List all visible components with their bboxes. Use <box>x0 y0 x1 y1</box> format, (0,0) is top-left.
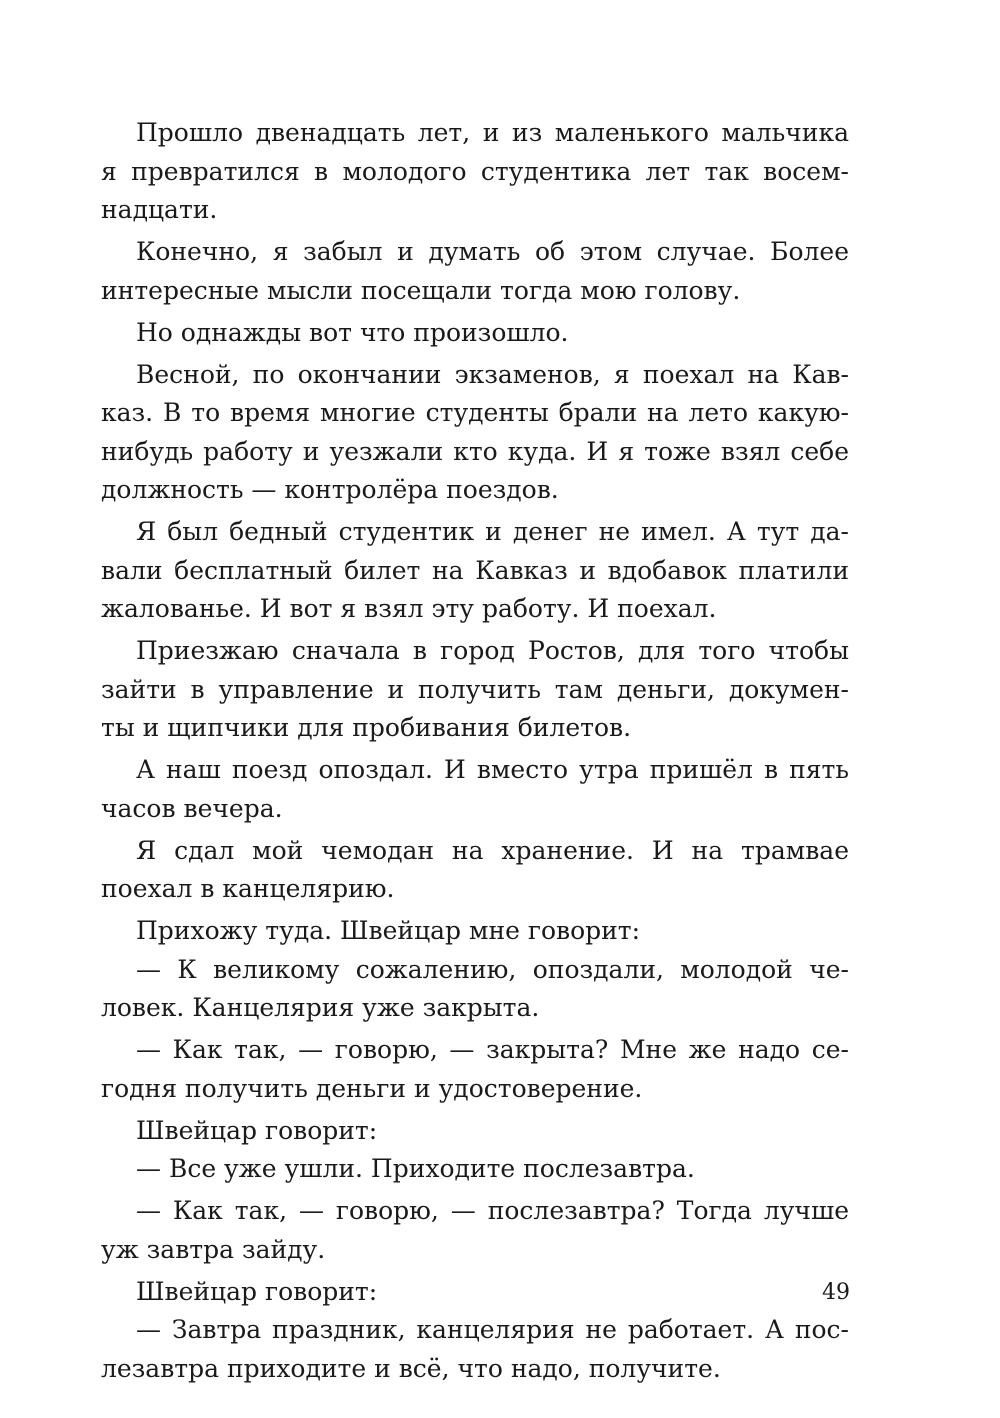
text-line: надцати. <box>101 195 218 224</box>
text-line: должность — контролёра поездов. <box>101 475 559 504</box>
text-line: я превратился в молодого студентика лет так восем- <box>101 156 849 186</box>
text-line: Приезжаю сначала в город Ростов, для того чтобы <box>136 636 849 665</box>
text-line: уж завтра зайду. <box>101 1234 326 1264</box>
text-line: каз. В то время многие студенты брали на лето какую- <box>101 398 849 427</box>
text-line: Я был бедный студентик и денег не имел. А тут да- <box>136 517 849 546</box>
text-line: интересные мысли посещали тогда мою голову. <box>101 275 741 305</box>
text-line: Но однажды вот что произошло. <box>136 317 569 347</box>
text-line: лезавтра приходите и всё, что надо, получите. <box>101 1353 721 1383</box>
text-line: жалованье. И вот я взял эту работу. И поехал. <box>101 594 717 623</box>
text-line: Весной, по окончании экзаменов, я поехал на Кав- <box>136 359 849 389</box>
text-line: поехал в канцелярию. <box>101 874 395 903</box>
text-line: годня получить деньги и удостоверение. <box>101 1073 643 1103</box>
body-text <box>101 114 849 1388</box>
text-line: Швейцар говорит: <box>136 1115 378 1145</box>
text-line: нибудь работу и уезжали кто куда. И я тоже взял себе <box>101 436 849 466</box>
text-line: Конечно, я забыл и думать об этом случае. Более <box>136 237 849 266</box>
page-number: 49 <box>822 1280 850 1305</box>
text-line: Прошло двенадцать лет, и из маленького мальчика <box>136 118 849 147</box>
text-line: вали бесплатный билет на Кавказ и вдобавок платили <box>101 555 849 585</box>
text-line: — Как так, — говорю, — закрыта? Мне же надо се- <box>136 1035 849 1064</box>
text-line: часов вечера. <box>101 793 283 823</box>
text-line: Я сдал мой чемодан на хранение. И на трамвае <box>136 835 849 865</box>
text-line: — К великому сожалению, опоздали, молодой че- <box>136 954 849 984</box>
text-line: ты и щипчики для пробивания билетов. <box>101 713 632 742</box>
text-line: Швейцар говорит: <box>136 1276 378 1306</box>
text-line: — Завтра праздник, канцелярия не работает. А пос- <box>136 1315 849 1344</box>
text-line: — Как так, — говорю, — послезавтра? Тогда лучше <box>136 1196 849 1225</box>
text-line: ловек. Канцелярия уже закрыта. <box>101 993 540 1022</box>
text-line: зайти в управление и получить там деньги, докумен- <box>101 674 849 704</box>
text-line: — Все уже ушли. Приходите послезавтра. <box>136 1154 695 1183</box>
text-line: А наш поезд опоздал. И вместо утра пришёл в пять <box>136 755 849 784</box>
text-line: Прихожу туда. Швейцар мне говорит: <box>136 916 641 945</box>
